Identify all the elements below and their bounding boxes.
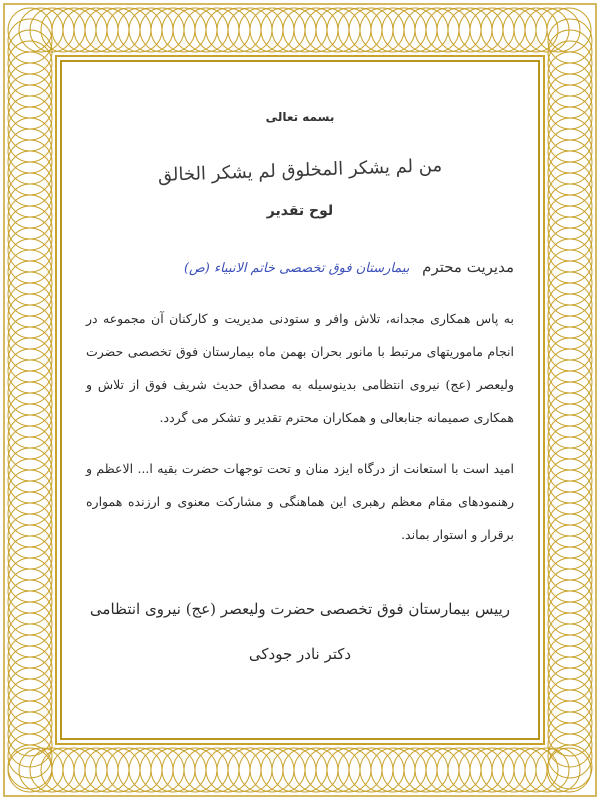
salutation-label: مدیریت محترم xyxy=(422,258,514,276)
certificate-title: لوح تقدیر xyxy=(266,203,334,219)
handwritten-recipient: بیمارستان فوق تخصصی خاتم الانبیاء (ص) xyxy=(183,261,410,276)
body-paragraph-1: به پاس همکاری مجدانه، تلاش وافر و ستودنی مدیریت و کارکنان آن مجموعه در انجام ماموریتهای مرتبط با مانور بحران بهمن ماه بیمارستان فوق تخصصی حضرت ولیعصر (عج) نیروی انتظامی بدینوسیله به مصداق حدیث شریف فوق از تلاش و همکاری صمیمانه جنابعالی و همکاران محترم تقدیر و تشکر می گردد. xyxy=(86,311,514,425)
signatory-name: دکتر نادر جودکی xyxy=(248,645,352,663)
hadith-quote: من لم یشکر المخلوق لم یشکر الخالق xyxy=(157,155,443,186)
signatory-title: رییس بیمارستان فوق تخصصی حضرت ولیعصر (عج) نیروی انتظامی xyxy=(89,600,511,618)
body-paragraph-2: امید است با استعانت از درگاه ایزد منان و تحت توجهات حضرت بقیه ا... الاعظم و رهنمودهای مقام معظم رهبری این هماهنگی و مشارکت معنوی و ارزنده همواره برقرار و استوار بماند. xyxy=(86,461,514,542)
basmala-heading: بسمه تعالی xyxy=(265,110,335,124)
salutation-line xyxy=(86,258,514,276)
